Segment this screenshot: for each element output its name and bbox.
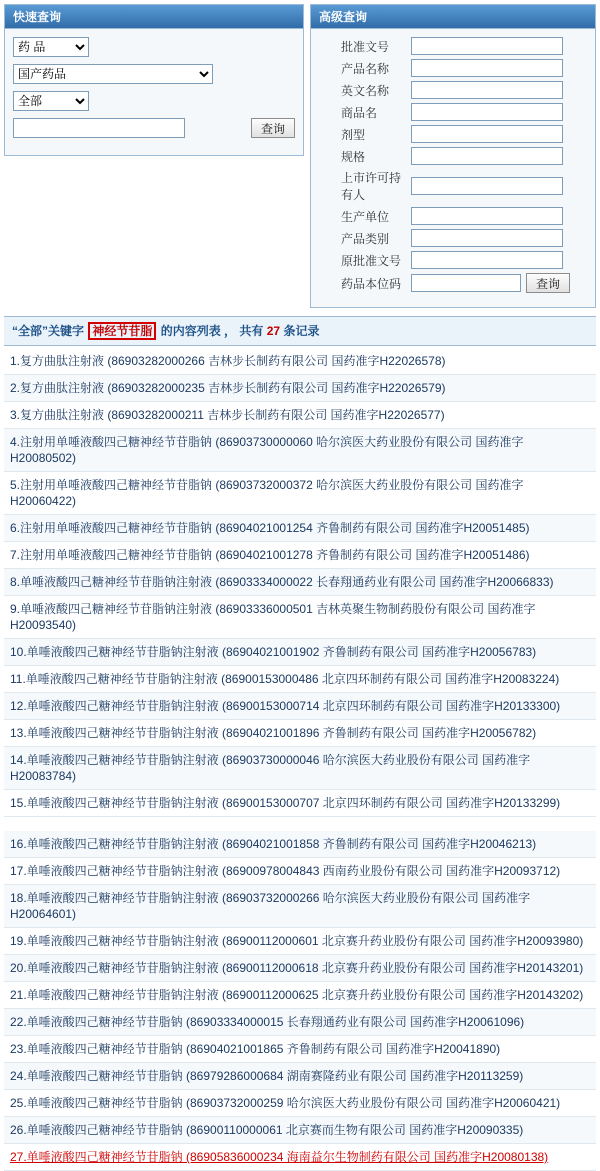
list-item[interactable]: 24.单唾液酸四己糖神经节苷脂钠 (86979286000684 湖南赛隆药业有限公司 国药准字H20113259)	[4, 1063, 596, 1090]
result-count: 27	[266, 324, 281, 338]
quick-search-panel	[4, 4, 304, 156]
advanced-search-title: 高级查询	[311, 5, 595, 29]
label-english-name: 英文名称	[341, 83, 390, 98]
category-row	[13, 37, 295, 57]
input-specification[interactable]	[411, 147, 563, 165]
list-item[interactable]: 10.单唾液酸四己糖神经节苷脂钠注射液 (86904021001902 齐鲁制药有限公司 国药准字H20056783)	[4, 639, 596, 666]
keyword-row	[13, 118, 295, 138]
label-mah: 上市许可持有人	[341, 171, 402, 202]
field-select[interactable]	[13, 91, 89, 111]
list-item[interactable]: 8.单唾液酸四己糖神经节苷脂钠注射液 (86903334000022 长春翔通药业有限公司 国药准字H20066833)	[4, 569, 596, 596]
list-item[interactable]: 13.单唾液酸四己糖神经节苷脂钠注射液 (86904021001896 齐鲁制药有限公司 国药准字H20056782)	[4, 720, 596, 747]
label-dosage-form: 剂型	[341, 127, 366, 142]
label-specification: 规格	[341, 149, 366, 164]
list-item[interactable]: 17.单唾液酸四己糖神经节苷脂钠注射液 (86900978004843 西南药业股份有限公司 国药准字H20093712)	[4, 858, 596, 885]
advanced-search-panel	[310, 4, 596, 308]
label-product-name: 产品名称	[341, 61, 390, 76]
list-item[interactable]: 5.注射用单唾液酸四己糖神经节苷脂钠 (86903732000372 哈尔滨医大药业股份有限公司 国药准字H20060422)	[4, 472, 596, 515]
input-product-category[interactable]	[411, 229, 563, 247]
list-item[interactable]: 23.单唾液酸四己糖神经节苷脂钠 (86904021001865 齐鲁制药有限公司 国药准字H20041890)	[4, 1036, 596, 1063]
list-item[interactable]: 26.单唾液酸四己糖神经节苷脂钠 (86900110000061 北京赛而生物有限公司 国药准字H20090335)	[4, 1117, 596, 1144]
list-item[interactable]: 12.单唾液酸四己糖神经节苷脂钠注射液 (86900153000714 北京四环制药有限公司 国药准字H20133300)	[4, 693, 596, 720]
result-keyword: 神经节苷脂	[88, 322, 156, 340]
list-item[interactable]: 15.单唾液酸四己糖神经节苷脂钠注射液 (86900153000707 北京四环制药有限公司 国药准字H20133299)	[4, 790, 596, 817]
list-item[interactable]: 3.复方曲肽注射液 (86903282000211 吉林步长制药有限公司 国药准字H22026577)	[4, 402, 596, 429]
list-item[interactable]: 1.复方曲肽注射液 (86903282000266 吉林步长制药有限公司 国药准字H22026578)	[4, 348, 596, 375]
list-item[interactable]: 11.单唾液酸四己糖神经节苷脂钠注射液 (86900153000486 北京四环制药有限公司 国药准字H20083224)	[4, 666, 596, 693]
label-drug-standard-code: 药品本位码	[341, 276, 402, 291]
list-item[interactable]: 22.单唾液酸四己糖神经节苷脂钠 (86903334000015 长春翔通药业有限公司 国药准字H20061096)	[4, 1009, 596, 1036]
label-trade-name: 商品名	[341, 105, 378, 120]
label-original-approval-number: 原批准文号	[341, 253, 402, 268]
keyword-input[interactable]	[13, 118, 185, 138]
advanced-search-body	[311, 29, 595, 307]
field-manufacturer	[319, 207, 587, 225]
field-approval-number	[319, 37, 587, 55]
field-mah	[319, 169, 587, 203]
quick-search-body	[5, 29, 303, 155]
search-panels	[4, 4, 596, 308]
list-page-gap	[4, 817, 596, 831]
list-item[interactable]: 9.单唾液酸四己糖神经节苷脂钠注射液 (86903336000501 吉林英聚生物制药股份有限公司 国药准字H20093540)	[4, 596, 596, 639]
label-manufacturer: 生产单位	[341, 209, 390, 224]
list-item[interactable]: 7.注射用单唾液酸四己糖神经节苷脂钠 (86904021001278 齐鲁制药有限公司 国药准字H20051486)	[4, 542, 596, 569]
list-item[interactable]: 2.复方曲肽注射液 (86903282000235 吉林步长制药有限公司 国药准字H22026579)	[4, 375, 596, 402]
list-item[interactable]: 19.单唾液酸四己糖神经节苷脂钠注射液 (86900112000601 北京赛升药业股份有限公司 国药准字H20093980)	[4, 928, 596, 955]
quick-search-title: 快速查询	[5, 5, 303, 29]
result-prefix: “全部”关键字	[12, 324, 85, 338]
scope-select[interactable]	[13, 64, 213, 84]
list-item[interactable]: 14.单唾液酸四己糖神经节苷脂钠注射液 (86903730000046 哈尔滨医大药业股份有限公司 国药准字H20083784)	[4, 747, 596, 790]
label-product-category: 产品类别	[341, 231, 390, 246]
list-item[interactable]: 21.单唾液酸四己糖神经节苷脂钠注射液 (86900112000625 北京赛升药业股份有限公司 国药准字H20143202)	[4, 982, 596, 1009]
result-suffix: 条记录	[283, 324, 320, 338]
list-item[interactable]: 25.单唾液酸四己糖神经节苷脂钠 (86903732000259 哈尔滨医大药业股份有限公司 国药准字H20060421)	[4, 1090, 596, 1117]
quick-search-button[interactable]: 查询	[251, 118, 295, 138]
input-drug-standard-code[interactable]	[411, 274, 521, 292]
field-product-category	[319, 229, 587, 247]
field-trade-name	[319, 103, 587, 121]
input-trade-name[interactable]	[411, 103, 563, 121]
list-item-selected[interactable]: 27.单唾液酸四己糖神经节苷脂钠 (86905836000234 海南益尔生物制药有限公司 国药准字H20080138)	[4, 1144, 596, 1171]
input-approval-number[interactable]	[411, 37, 563, 55]
input-english-name[interactable]	[411, 81, 563, 99]
field-drug-standard-code	[319, 273, 587, 293]
input-mah[interactable]	[411, 177, 563, 195]
input-original-approval-number[interactable]	[411, 251, 563, 269]
field-row	[13, 91, 295, 111]
field-dosage-form	[319, 125, 587, 143]
field-product-name	[319, 59, 587, 77]
field-original-approval-number	[319, 251, 587, 269]
advanced-search-button[interactable]: 查询	[526, 273, 570, 293]
field-english-name	[319, 81, 587, 99]
input-dosage-form[interactable]	[411, 125, 563, 143]
scope-row	[13, 64, 295, 84]
result-middle: 的内容列表 ， 共有	[160, 324, 264, 338]
list-item[interactable]: 18.单唾液酸四己糖神经节苷脂钠注射液 (86903732000266 哈尔滨医大药业股份有限公司 国药准字H20064601)	[4, 885, 596, 928]
list-item[interactable]: 6.注射用单唾液酸四己糖神经节苷脂钠 (86904021001254 齐鲁制药有限公司 国药准字H20051485)	[4, 515, 596, 542]
label-approval-number: 批准文号	[341, 39, 390, 54]
list-item[interactable]: 4.注射用单唾液酸四己糖神经节苷脂钠 (86903730000060 哈尔滨医大药业股份有限公司 国药准字H20080502)	[4, 429, 596, 472]
result-summary-bar	[4, 316, 596, 346]
input-manufacturer[interactable]	[411, 207, 563, 225]
list-item[interactable]: 20.单唾液酸四己糖神经节苷脂钠注射液 (86900112000618 北京赛升药业股份有限公司 国药准字H20143201)	[4, 955, 596, 982]
category-select[interactable]	[13, 37, 89, 57]
input-product-name[interactable]	[411, 59, 563, 77]
list-item[interactable]: 16.单唾液酸四己糖神经节苷脂钠注射液 (86904021001858 齐鲁制药有限公司 国药准字H20046213)	[4, 831, 596, 858]
result-list	[4, 348, 596, 1171]
field-specification	[319, 147, 587, 165]
